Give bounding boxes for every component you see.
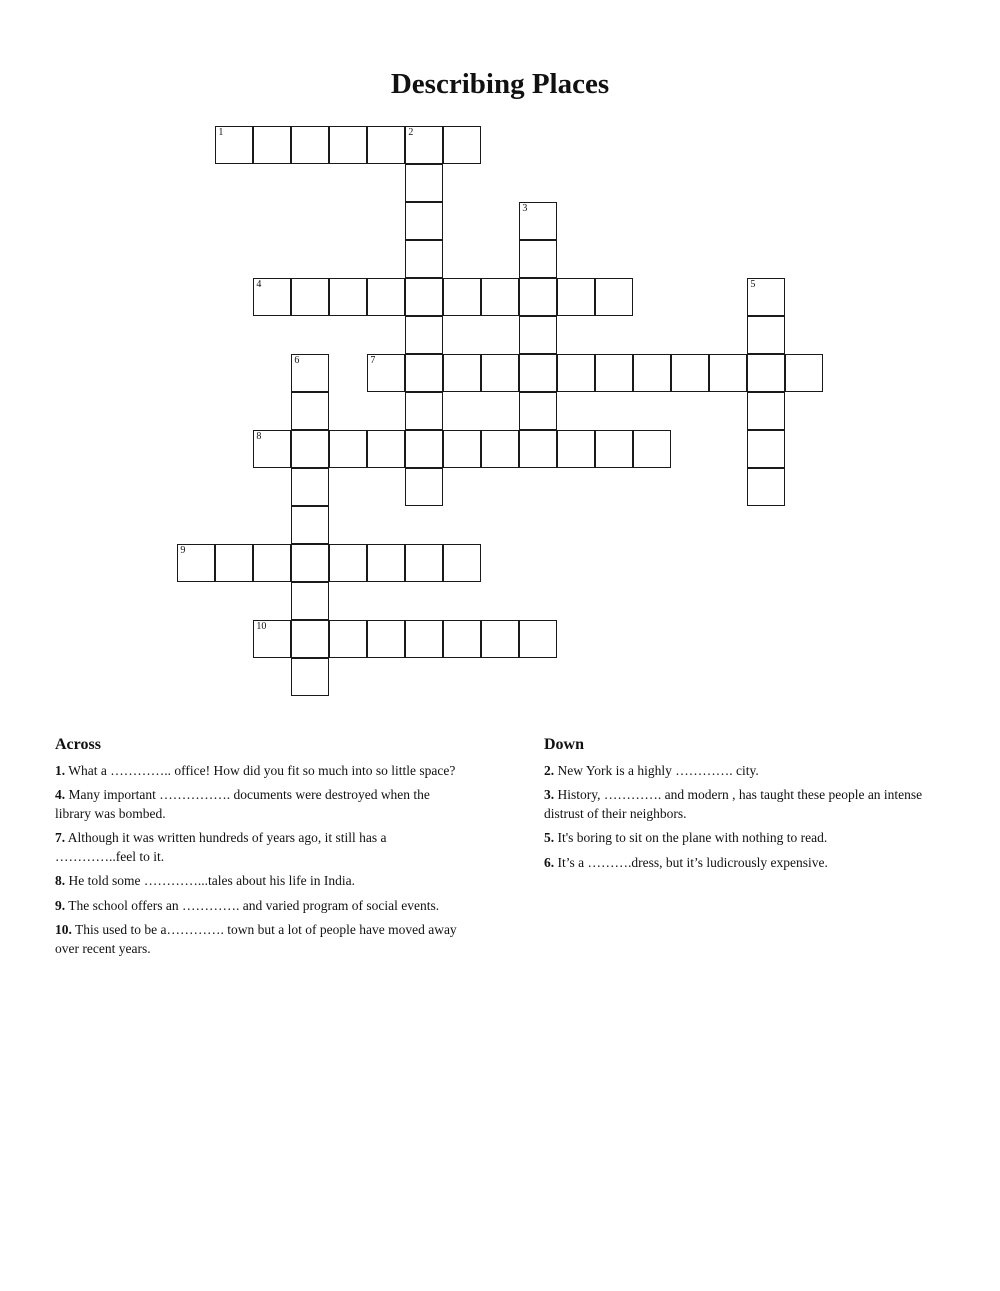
- letter-input[interactable]: [406, 165, 442, 201]
- clue-number-label: 10: [256, 621, 267, 633]
- grid-cell[interactable]: [291, 544, 329, 582]
- letter-input[interactable]: [482, 355, 518, 391]
- grid-cell[interactable]: [709, 354, 747, 392]
- grid-cell[interactable]: [291, 354, 329, 392]
- clue-number-label: 3: [522, 203, 528, 215]
- letter-input[interactable]: [520, 393, 556, 429]
- grid-cell[interactable]: [443, 544, 481, 582]
- clue-number-label: 4: [256, 279, 262, 291]
- letter-input[interactable]: [558, 279, 594, 315]
- clue-number: 2.: [544, 762, 555, 778]
- across-clues: [55, 736, 460, 964]
- clue-number-label: 7: [370, 355, 376, 367]
- grid-cell[interactable]: [595, 278, 633, 316]
- clue-down-3: [544, 786, 924, 823]
- letter-input[interactable]: [406, 621, 442, 657]
- clue-down-2: [544, 762, 924, 781]
- grid-cell[interactable]: [747, 278, 785, 316]
- letter-input[interactable]: [444, 431, 480, 467]
- grid-cell[interactable]: [367, 620, 405, 658]
- letter-input[interactable]: [406, 127, 442, 163]
- grid-cell[interactable]: [253, 278, 291, 316]
- letter-input[interactable]: [406, 203, 442, 239]
- letter-input[interactable]: [786, 355, 822, 391]
- letter-input[interactable]: [444, 621, 480, 657]
- letter-input[interactable]: [292, 545, 328, 581]
- clue-text: New York is a highly …………. city.: [557, 762, 759, 778]
- letter-input[interactable]: [444, 355, 480, 391]
- letter-input[interactable]: [292, 431, 328, 467]
- grid-cell[interactable]: [519, 202, 557, 240]
- grid-cell[interactable]: [405, 202, 443, 240]
- letter-input[interactable]: [520, 203, 556, 239]
- grid-cell[interactable]: [633, 430, 671, 468]
- grid-cell[interactable]: [481, 620, 519, 658]
- grid-cell[interactable]: [519, 430, 557, 468]
- letter-input[interactable]: [254, 279, 290, 315]
- grid-cell[interactable]: [481, 278, 519, 316]
- letter-input[interactable]: [330, 127, 366, 163]
- letter-input[interactable]: [672, 355, 708, 391]
- grid-cell[interactable]: [747, 468, 785, 506]
- letter-input[interactable]: [330, 431, 366, 467]
- clue-number: 10.: [55, 922, 72, 937]
- clue-number-label: 5: [750, 279, 756, 291]
- grid-cell[interactable]: [405, 240, 443, 278]
- grid-cell[interactable]: [671, 354, 709, 392]
- letter-input[interactable]: [368, 127, 404, 163]
- clue-number-label: 1: [218, 127, 224, 139]
- page-title: Describing Places: [390, 68, 610, 100]
- grid-cell[interactable]: [291, 278, 329, 316]
- letter-input[interactable]: [368, 355, 404, 391]
- clue-across-1: [55, 762, 460, 781]
- letter-input[interactable]: [482, 621, 518, 657]
- clue-number-label: 8: [256, 431, 262, 443]
- clue-number: 1.: [55, 762, 66, 778]
- letter-input[interactable]: [444, 279, 480, 315]
- letter-input[interactable]: [558, 431, 594, 467]
- letter-input[interactable]: [634, 431, 670, 467]
- grid-cell[interactable]: [329, 126, 367, 164]
- grid-cell[interactable]: [519, 240, 557, 278]
- grid-cell[interactable]: [291, 658, 329, 696]
- letter-input[interactable]: [292, 355, 328, 391]
- grid-cell[interactable]: [215, 544, 253, 582]
- letter-input[interactable]: [330, 545, 366, 581]
- grid-cell[interactable]: [253, 430, 291, 468]
- grid-cell[interactable]: [747, 316, 785, 354]
- grid-cell[interactable]: [557, 430, 595, 468]
- letter-input[interactable]: [482, 431, 518, 467]
- grid-cell[interactable]: [367, 430, 405, 468]
- grid-cell[interactable]: [443, 354, 481, 392]
- letter-input[interactable]: [596, 431, 632, 467]
- grid-cell[interactable]: [595, 430, 633, 468]
- letter-input[interactable]: [330, 279, 366, 315]
- letter-input[interactable]: [292, 583, 328, 619]
- clue-number: 9.: [55, 897, 66, 913]
- letter-input[interactable]: [444, 127, 480, 163]
- letter-input[interactable]: [292, 469, 328, 505]
- clue-across-4: [55, 786, 460, 823]
- clue-number-label: 9: [180, 545, 186, 557]
- clue-text: This used to be a…………. town but a lot of people have moved away over recent years.: [55, 922, 457, 956]
- letter-input[interactable]: [406, 545, 442, 581]
- letter-input[interactable]: [482, 279, 518, 315]
- letter-input[interactable]: [216, 545, 252, 581]
- grid-cell[interactable]: [519, 316, 557, 354]
- letter-input[interactable]: [406, 469, 442, 505]
- letter-input[interactable]: [596, 355, 632, 391]
- letter-input[interactable]: [292, 127, 328, 163]
- grid-cell[interactable]: [405, 126, 443, 164]
- grid-cell[interactable]: [329, 544, 367, 582]
- grid-cell[interactable]: [329, 430, 367, 468]
- grid-cell[interactable]: [785, 354, 823, 392]
- grid-cell[interactable]: [291, 126, 329, 164]
- letter-input[interactable]: [330, 621, 366, 657]
- grid-cell[interactable]: [443, 430, 481, 468]
- grid-cell[interactable]: [367, 544, 405, 582]
- grid-cell[interactable]: [291, 392, 329, 430]
- grid-cell[interactable]: [405, 620, 443, 658]
- letter-input[interactable]: [292, 279, 328, 315]
- grid-cell[interactable]: [367, 278, 405, 316]
- letter-input[interactable]: [368, 621, 404, 657]
- grid-cell[interactable]: [633, 354, 671, 392]
- letter-input[interactable]: [368, 545, 404, 581]
- grid-cell[interactable]: [253, 126, 291, 164]
- clue-number: 3.: [544, 787, 555, 802]
- letter-input[interactable]: [254, 431, 290, 467]
- grid-cell[interactable]: [291, 468, 329, 506]
- clue-down-5: [544, 829, 924, 848]
- clue-number: 8.: [55, 873, 66, 888]
- grid-cell[interactable]: [405, 316, 443, 354]
- down-heading: Down: [544, 736, 585, 753]
- letter-input[interactable]: [520, 241, 556, 277]
- letter-input[interactable]: [558, 355, 594, 391]
- grid-cell[interactable]: [519, 620, 557, 658]
- grid-cell[interactable]: [595, 354, 633, 392]
- letter-input[interactable]: [406, 355, 442, 391]
- letter-input[interactable]: [368, 279, 404, 315]
- letter-input[interactable]: [368, 431, 404, 467]
- grid-cell[interactable]: [405, 354, 443, 392]
- grid-cell[interactable]: [329, 620, 367, 658]
- letter-input[interactable]: [520, 621, 556, 657]
- grid-cell[interactable]: [177, 544, 215, 582]
- letter-input[interactable]: [748, 317, 784, 353]
- grid-cell[interactable]: [443, 126, 481, 164]
- letter-input[interactable]: [748, 469, 784, 505]
- clue-text: It’s a ……….dress, but it’s ludicrously expensive.: [557, 854, 828, 870]
- clue-across-8: [55, 872, 460, 891]
- grid-cell[interactable]: [747, 354, 785, 392]
- grid-cell[interactable]: [557, 278, 595, 316]
- letter-input[interactable]: [748, 393, 784, 429]
- letter-input[interactable]: [292, 393, 328, 429]
- down-clues: [544, 736, 924, 878]
- clue-text: Many important ……………. documents were destroyed when the library was bombed.: [55, 787, 430, 821]
- grid-cell[interactable]: [481, 430, 519, 468]
- grid-cell[interactable]: [747, 430, 785, 468]
- letter-input[interactable]: [444, 545, 480, 581]
- letter-input[interactable]: [748, 279, 784, 315]
- letter-input[interactable]: [406, 317, 442, 353]
- grid-cell[interactable]: [253, 544, 291, 582]
- grid-cell[interactable]: [253, 620, 291, 658]
- grid-cell[interactable]: [329, 278, 367, 316]
- letter-input[interactable]: [292, 507, 328, 543]
- clue-number-label: 6: [294, 355, 300, 367]
- letter-input[interactable]: [292, 659, 328, 695]
- clue-text: History, …………. and modern , has taught these people an intense distrust of their neighbors.: [544, 787, 923, 821]
- clue-text: It's boring to sit on the plane with nothing to read.: [557, 830, 828, 845]
- clue-number: 6.: [544, 854, 555, 870]
- grid-cell[interactable]: [405, 544, 443, 582]
- letter-input[interactable]: [292, 621, 328, 657]
- clue-across-9: [55, 897, 460, 916]
- grid-cell[interactable]: [405, 278, 443, 316]
- letter-input[interactable]: [216, 127, 252, 163]
- letter-input[interactable]: [520, 355, 556, 391]
- clue-number: 4.: [55, 787, 66, 802]
- grid-cell[interactable]: [443, 620, 481, 658]
- letter-input[interactable]: [178, 545, 214, 581]
- clue-number-label: 2: [408, 127, 414, 139]
- letter-input[interactable]: [520, 279, 556, 315]
- grid-cell[interactable]: [367, 126, 405, 164]
- clue-number: 5.: [544, 830, 555, 845]
- grid-cell[interactable]: [405, 430, 443, 468]
- grid-cell[interactable]: [747, 392, 785, 430]
- letter-input[interactable]: [520, 317, 556, 353]
- clue-across-10: [55, 921, 460, 958]
- grid-cell[interactable]: [405, 468, 443, 506]
- letter-input[interactable]: [520, 431, 556, 467]
- letter-input[interactable]: [406, 431, 442, 467]
- grid-cell[interactable]: [405, 392, 443, 430]
- letter-input[interactable]: [748, 355, 784, 391]
- grid-cell[interactable]: [405, 164, 443, 202]
- letter-input[interactable]: [596, 279, 632, 315]
- grid-cell[interactable]: [291, 620, 329, 658]
- grid-cell[interactable]: [291, 582, 329, 620]
- clue-text: What a ………….. office! How did you fit so much into so little space?: [68, 762, 456, 778]
- clue-text: He told some …………...tales about his life in India.: [68, 873, 355, 888]
- grid-cell[interactable]: [291, 506, 329, 544]
- clue-text: Although it was written hundreds of years ago, it still has a …………..feel to it.: [55, 830, 387, 864]
- grid-cell[interactable]: [367, 354, 405, 392]
- grid-cell[interactable]: [481, 354, 519, 392]
- clue-across-7: [55, 829, 460, 866]
- letter-input[interactable]: [406, 393, 442, 429]
- letter-input[interactable]: [748, 431, 784, 467]
- grid-cell[interactable]: [215, 126, 253, 164]
- grid-cell[interactable]: [291, 430, 329, 468]
- letter-input[interactable]: [710, 355, 746, 391]
- grid-cell[interactable]: [519, 278, 557, 316]
- clue-down-6: [544, 854, 924, 873]
- across-heading: Across: [55, 736, 101, 753]
- letter-input[interactable]: [254, 545, 290, 581]
- letter-input[interactable]: [406, 279, 442, 315]
- clue-text: The school offers an …………. and varied program of social events.: [68, 897, 440, 913]
- clue-number: 7.: [55, 830, 66, 845]
- grid-cell[interactable]: [443, 278, 481, 316]
- letter-input[interactable]: [634, 355, 670, 391]
- letter-input[interactable]: [406, 241, 442, 277]
- grid-cell[interactable]: [557, 354, 595, 392]
- letter-input[interactable]: [254, 621, 290, 657]
- grid-cell[interactable]: [519, 354, 557, 392]
- grid-cell[interactable]: [519, 392, 557, 430]
- letter-input[interactable]: [254, 127, 290, 163]
